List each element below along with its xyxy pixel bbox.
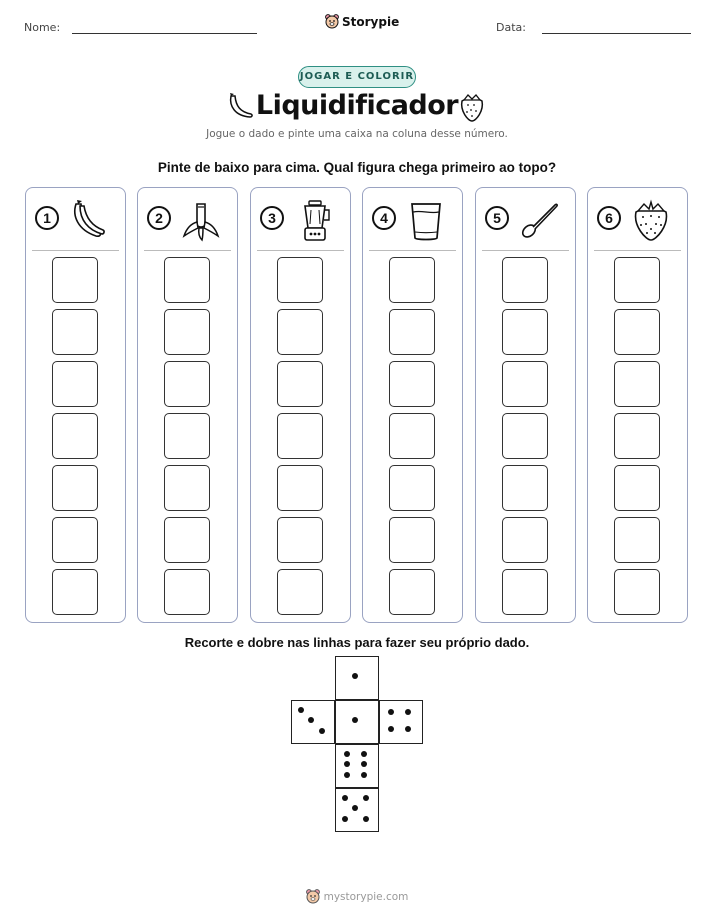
coloring-box[interactable]: [277, 361, 323, 407]
subtitle: Jogue o dado e pinte uma caixa na coluna desse número.: [206, 128, 508, 140]
dice-instruction: Recorte e dobre nas linhas para fazer seu próprio dado.: [184, 635, 530, 650]
coloring-box[interactable]: [52, 309, 98, 355]
dice-pip: [344, 761, 350, 767]
dice-pip: [405, 709, 411, 715]
coloring-box[interactable]: [52, 517, 98, 563]
dice-pip: [342, 816, 348, 822]
dice-face-bottom: [335, 788, 379, 832]
dice-pip: [352, 717, 358, 723]
dice-face-top: [335, 656, 379, 700]
coloring-box[interactable]: [277, 413, 323, 459]
coloring-box[interactable]: [164, 309, 210, 355]
dice-face-right: [379, 700, 423, 744]
brand-logo: [325, 14, 399, 30]
coloring-box[interactable]: [502, 569, 548, 615]
coloring-box[interactable]: [164, 257, 210, 303]
coloring-box[interactable]: [277, 309, 323, 355]
coloring-box[interactable]: [164, 361, 210, 407]
coloring-box[interactable]: [52, 413, 98, 459]
dice-pip: [319, 728, 325, 734]
column-divider: [594, 250, 681, 251]
column-divider: [369, 250, 456, 251]
footer: [0, 889, 714, 905]
coloring-box[interactable]: [614, 257, 660, 303]
column-5: [475, 187, 576, 623]
dice-pip: [363, 795, 369, 801]
banana-icon: [66, 198, 112, 244]
dice-pip: [308, 717, 314, 723]
coloring-box[interactable]: [389, 465, 435, 511]
coloring-box[interactable]: [502, 517, 548, 563]
date-label: Data:: [496, 21, 526, 34]
coloring-box[interactable]: [164, 465, 210, 511]
column-2: [137, 187, 238, 623]
coloring-box[interactable]: [389, 361, 435, 407]
coloring-box[interactable]: [389, 257, 435, 303]
dice-pip: [388, 726, 394, 732]
dice-face-left: [291, 700, 335, 744]
strawberry-title-icon: [458, 91, 486, 123]
column-number: 5: [485, 206, 509, 230]
coloring-box[interactable]: [389, 517, 435, 563]
coloring-box[interactable]: [502, 257, 548, 303]
column-4: [362, 187, 463, 623]
brand-name: Storypie: [342, 15, 400, 29]
category-badge: JOGAR E COLORIR: [298, 66, 416, 88]
date-line: [542, 33, 691, 34]
coloring-box[interactable]: [614, 309, 660, 355]
coloring-box[interactable]: [502, 413, 548, 459]
coloring-box[interactable]: [389, 309, 435, 355]
column-6: [587, 187, 688, 623]
dice-pip: [342, 795, 348, 801]
coloring-box[interactable]: [164, 517, 210, 563]
dice-face-lower: [335, 744, 379, 788]
coloring-box[interactable]: [52, 465, 98, 511]
coloring-box[interactable]: [389, 413, 435, 459]
dice-pip: [388, 709, 394, 715]
coloring-box[interactable]: [277, 257, 323, 303]
coloring-box[interactable]: [52, 257, 98, 303]
coloring-box[interactable]: [164, 569, 210, 615]
dice-pip: [298, 707, 304, 713]
column-divider: [144, 250, 231, 251]
coloring-box[interactable]: [614, 569, 660, 615]
column-number: 2: [147, 206, 171, 230]
footer-url[interactable]: mystorypie.com: [323, 891, 409, 903]
coloring-box[interactable]: [614, 465, 660, 511]
spoon-icon: [516, 198, 562, 244]
dice-pip: [363, 816, 369, 822]
coloring-box[interactable]: [389, 569, 435, 615]
coloring-box[interactable]: [277, 517, 323, 563]
dice-pip: [361, 751, 367, 757]
column-divider: [32, 250, 119, 251]
coloring-box[interactable]: [277, 465, 323, 511]
column-divider: [482, 250, 569, 251]
dice-pip: [344, 772, 350, 778]
blender-icon: [291, 198, 337, 244]
name-line: [72, 33, 257, 34]
coloring-box[interactable]: [502, 465, 548, 511]
column-number: 6: [597, 206, 621, 230]
coloring-box[interactable]: [277, 569, 323, 615]
dice-pip: [344, 751, 350, 757]
dice-pip: [361, 761, 367, 767]
column-number: 4: [372, 206, 396, 230]
dice-face-center: [335, 700, 379, 744]
coloring-box[interactable]: [52, 361, 98, 407]
coloring-box[interactable]: [614, 517, 660, 563]
glass-icon: [403, 198, 449, 244]
bear-mascot-icon: [306, 889, 320, 905]
dice-pip: [361, 772, 367, 778]
column-number: 1: [35, 206, 59, 230]
dice-pip: [405, 726, 411, 732]
dice-pip: [352, 805, 358, 811]
column-divider: [257, 250, 344, 251]
coloring-box[interactable]: [614, 361, 660, 407]
coloring-box[interactable]: [614, 413, 660, 459]
coloring-instruction: Pinte de baixo para cima. Qual figura chega primeiro ao topo?: [157, 160, 557, 175]
column-1: [25, 187, 126, 623]
name-label: Nome:: [24, 21, 61, 34]
coloring-box[interactable]: [502, 309, 548, 355]
column-3: [250, 187, 351, 623]
coloring-box[interactable]: [52, 569, 98, 615]
coloring-box[interactable]: [164, 413, 210, 459]
page-title: Liquidificador: [255, 90, 459, 121]
peeled-banana-icon: [178, 198, 224, 244]
dice-pip: [352, 673, 358, 679]
bear-mascot-icon: [325, 14, 339, 30]
column-number: 3: [260, 206, 284, 230]
coloring-box[interactable]: [502, 361, 548, 407]
strawberry-icon: [628, 198, 674, 244]
